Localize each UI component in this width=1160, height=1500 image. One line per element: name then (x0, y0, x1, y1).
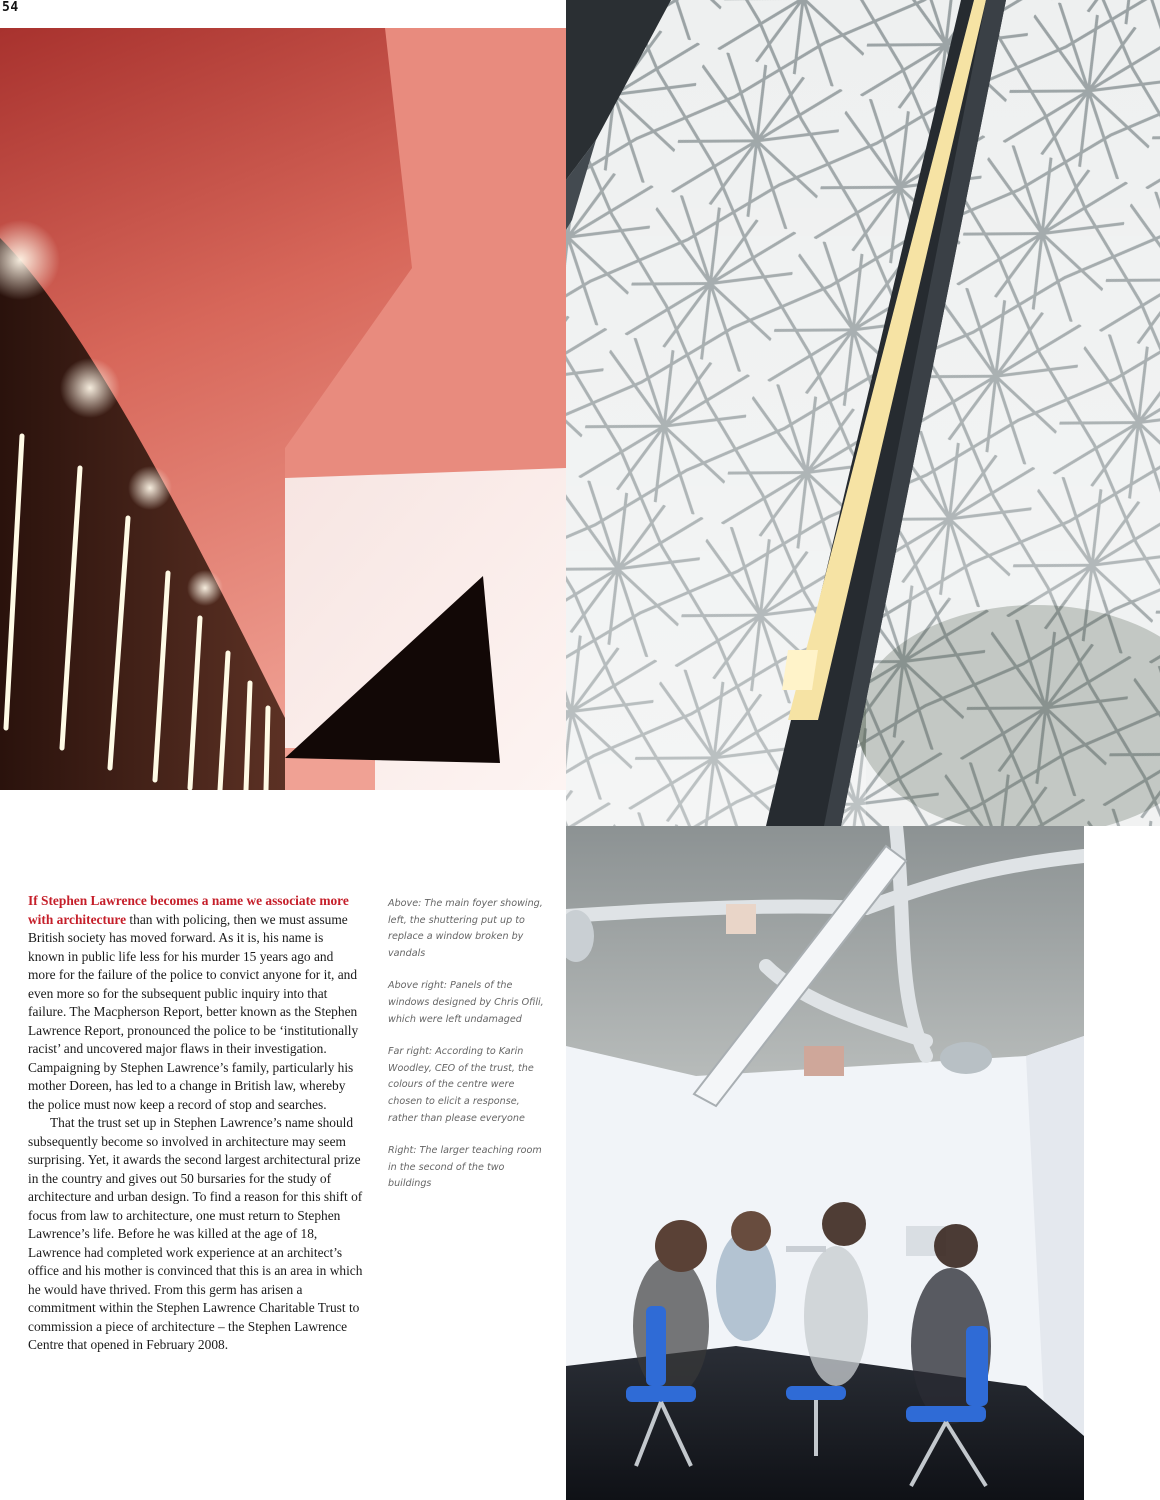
article-paragraph-1 (28, 892, 363, 1114)
foyer-photo (0, 28, 566, 790)
caption-far-right: Far right: According to Karin Woodley, CEO of the trust, the colours of the centre were chosen to elicit a response, rather than please everyone (388, 1046, 534, 1124)
page-number: 54 (2, 0, 19, 15)
caption-above-right: Above right: Panels of the windows designed by Chris Ofili, which were left undamaged (388, 980, 544, 1025)
article-paragraph-1-rest: than with policing, then we must assume British society has moved forward. As it is, his name is known in public life less for his murder 15 years ago and more for the failure of the police to convict anyone for it, and even more so for the subsequent public inquiry into that failure. The Macpherson Report, better known as the Stephen Lawrence Report, pronounced the police to be ‘institutionally racist’ and uncovered major flaws in their investigation. Campaigning by Stephen Lawrence’s family, particularly his mother Doreen, has led to a change in British law, whereby the police must now keep a record of stop and searches. (28, 911, 359, 1112)
caption-above: Above: The main foyer showing, left, the shuttering put up to replace a window broken by vandals (388, 898, 543, 959)
window-panels-photo (566, 0, 1160, 826)
caption-right: Right: The larger teaching room in the second of the two buildings (388, 1145, 542, 1190)
teaching-room-photo (566, 826, 1084, 1500)
article-body (28, 892, 363, 1355)
article-lead: If Stephen Lawrence becomes a name we associate more with architecture (28, 893, 349, 927)
photo-captions (388, 896, 548, 1209)
article-paragraph-2: That the trust set up in Stephen Lawrence’s name should subsequently become so involved in architecture may seem surprising. Yet, it awards the second largest architectural prize in the country and gives out 50 bursaries for the study of architecture and urban design. To find a reason for this shift of focus from law to architecture, one must return to Stephen Lawrence’s life. Before he was killed at the age of 18, Lawrence had completed work experience at an architect’s office and his mother is convinced that this is an area in which he would have thrived. From this germ has arisen a commitment within the Stephen Lawrence Charitable Trust to commission a piece of architecture – the Stephen Lawrence Centre that opened in February 2008. (28, 1115, 363, 1352)
